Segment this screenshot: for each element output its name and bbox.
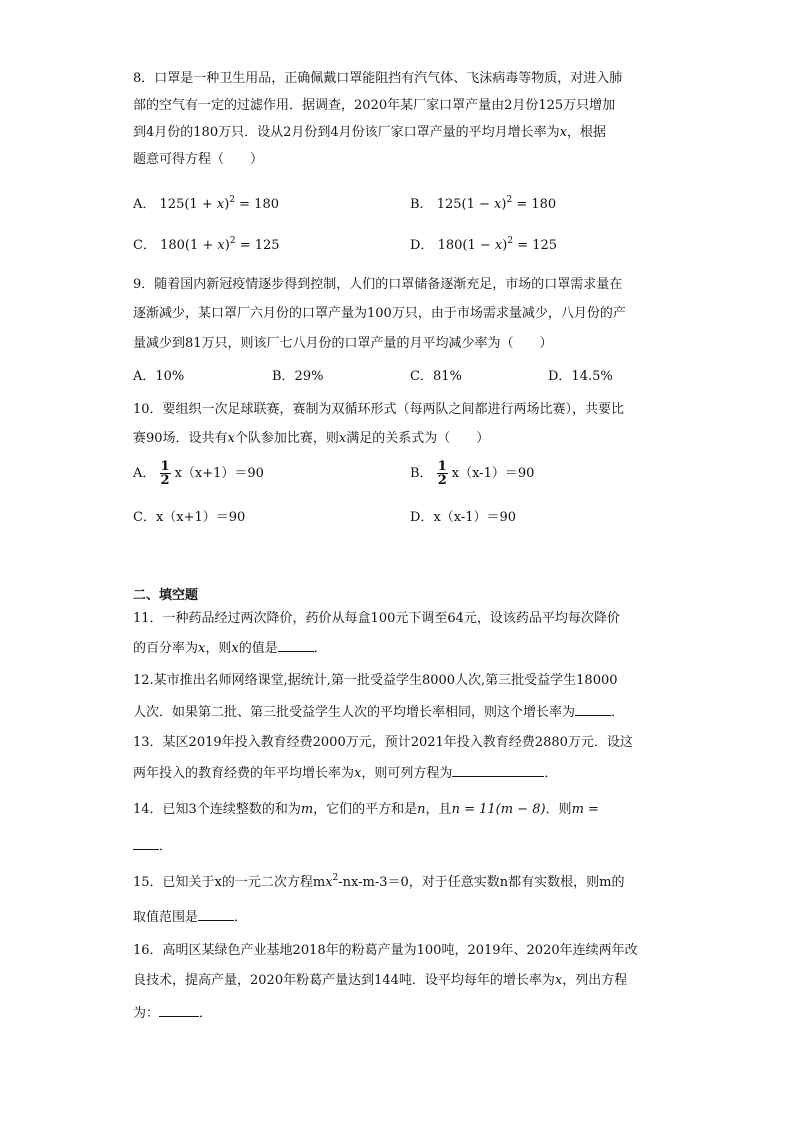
expr-pre: 125(1 − xyxy=(436,197,495,212)
q11-var-x-2: x xyxy=(231,641,239,656)
fraction-numerator: 1 xyxy=(437,459,447,474)
expr-var: x xyxy=(216,197,225,212)
expr-var: x xyxy=(494,197,502,212)
fraction-numerator: 1 xyxy=(160,459,170,474)
q16-line-3-end: ． xyxy=(199,1006,213,1021)
q11-line-2-post: 的值是 xyxy=(238,641,278,656)
expr-var: x xyxy=(494,238,503,253)
expr-var: x xyxy=(217,238,225,253)
expr-exponent: 2 xyxy=(229,195,236,205)
option-label: C． xyxy=(133,238,156,253)
q11-var-x: x xyxy=(198,641,206,656)
option-label: B． xyxy=(410,197,433,212)
q13-line-2-post: ，则可列方程为 xyxy=(361,766,453,781)
q14-mid-1: ，它们的平方和是 xyxy=(313,802,418,817)
expr-exponent: 2 xyxy=(507,236,514,246)
option-label: A． xyxy=(133,197,156,212)
q11-line-2-end: ． xyxy=(313,641,327,656)
q16-line-2 xyxy=(133,972,627,990)
q8-option-d[interactable] xyxy=(410,237,557,255)
fraction-denominator: 2 xyxy=(437,473,447,488)
q14-line-2-end: ． xyxy=(159,839,173,854)
q8-option-a[interactable] xyxy=(133,196,279,214)
q14-mid-3: ．则 xyxy=(545,802,572,817)
q16-line-3 xyxy=(133,1004,212,1023)
q8-line-3-tail: ，根据 xyxy=(566,125,606,140)
expr-post: ) xyxy=(224,197,230,212)
q10-var-x: x xyxy=(227,431,235,446)
expr-exponent: 2 xyxy=(506,195,513,205)
q14-pre: 14．已知3个连续整数的和为 xyxy=(133,802,301,817)
q13-answer-blank[interactable] xyxy=(452,764,544,777)
q11-answer-blank[interactable] xyxy=(278,639,314,652)
q10-line-2-mid: 个队参加比赛，则 xyxy=(234,431,339,446)
q14-answer-blank[interactable] xyxy=(133,837,159,850)
q15-answer-blank[interactable] xyxy=(198,908,234,921)
q15-var-x: x xyxy=(325,875,333,890)
q11-line-2-pre: 的百分率为 xyxy=(133,641,199,656)
option-label: B． xyxy=(410,466,433,481)
q9-option-d[interactable]: D．14.5% xyxy=(548,369,613,384)
expr-pre: 125(1 + xyxy=(159,197,217,212)
expr-rhs: = 125 xyxy=(235,238,280,253)
option-expression: x（x+1）＝90 xyxy=(155,510,246,525)
q10-var-x-2: x xyxy=(338,431,347,446)
q13-line-2-pre: 两年投入的教育经费的年平均增长率为 xyxy=(133,766,355,781)
q14-equation: n = 11(m − 8) xyxy=(451,802,546,817)
q11-line-2-mid: ，则 xyxy=(205,641,232,656)
expr-rhs: = 125 xyxy=(513,238,558,253)
q10-line-2 xyxy=(133,430,489,448)
option-expression: x（x+1）＝90 xyxy=(174,466,264,481)
q15-line-1-post: -nx-m-3＝0，对于任意实数n都有实数根，则m的 xyxy=(338,875,625,890)
q14-mid-2: ，且 xyxy=(425,802,452,817)
q16-var-x: x xyxy=(554,973,563,988)
q8-option-c[interactable] xyxy=(133,237,280,255)
q10-line-2-pre: 赛90场．设共有 xyxy=(133,431,228,446)
q9-line-2: 逐渐减少，某口罩厂六月份的口罩产量为100万只，由于市场需求量减少，八月份的产 xyxy=(133,306,626,321)
q14-var-n: n xyxy=(417,802,426,817)
q8-line-2: 部的空气有一定的过滤作用．据调查，2020年某厂家口罩产量由2月份125万只增加 xyxy=(133,98,616,113)
option-label: D． xyxy=(410,238,434,253)
q10-line-2-post: 满足的关系式为（ ） xyxy=(346,431,490,446)
q10-option-d[interactable] xyxy=(410,509,516,527)
q12-line-2 xyxy=(133,703,624,722)
q9-line-3: 量减少到81万只，则该厂七八月份的口罩产量的月平均减少率为（ ） xyxy=(133,336,553,351)
option-expression: x（x-1）＝90 xyxy=(433,510,517,525)
expr-post: ) xyxy=(224,238,230,253)
q15-line-1-pre: 15．已知关于x的一元二次方程m xyxy=(133,875,326,890)
q12-line-2-text: 人次．如果第二批、第三批受益学生人次的平均增长率相同，则这个增长率为 xyxy=(133,705,576,720)
expr-rhs: = 180 xyxy=(235,197,279,212)
fraction-one-half xyxy=(160,460,171,487)
q14-line-1 xyxy=(133,801,599,819)
expr-rhs: = 180 xyxy=(512,197,557,212)
q9-option-a[interactable]: A．10% xyxy=(133,369,185,384)
q12-answer-blank[interactable] xyxy=(575,703,611,716)
fraction-denominator: 2 xyxy=(160,473,170,488)
option-label: D． xyxy=(410,510,434,525)
q15-line-2-text: 取值范围是 xyxy=(133,910,199,925)
q10-option-b[interactable] xyxy=(410,460,534,487)
q15-line-2-end: ． xyxy=(234,910,248,925)
q14-var-m: m xyxy=(300,802,314,817)
q14-tail: m = xyxy=(571,802,599,817)
q12-line-1: 12.某市推出名师网络课堂,据统计,第一批受益学生8000人次,第三批受益学生18000 xyxy=(133,673,618,688)
expr-post: ) xyxy=(502,238,508,253)
q15-line-1 xyxy=(133,874,625,892)
section-heading-fill-in: 二、填空题 xyxy=(133,588,199,603)
q13-line-2 xyxy=(133,764,557,783)
q16-line-1: 16．高明区某绿色产业基地2018年的粉葛产量为100吨，2019年、2020年连续两年改 xyxy=(133,943,638,958)
q11-line-2 xyxy=(133,639,327,658)
q9-line-1: 9．随着国内新冠疫情逐步得到控制，人们的口罩储备逐渐充足，市场的口罩需求量在 xyxy=(133,277,623,292)
q10-option-a[interactable] xyxy=(133,460,264,487)
q8-line-1: 8．口罩是一种卫生用品，正确佩戴口罩能阻挡有汽气体、飞沫病毒等物质，对进入肺 xyxy=(133,71,623,86)
expr-pre: 180(1 − xyxy=(437,238,495,253)
q10-line-1: 10．要组织一次足球联赛，赛制为双循环形式（每两队之间都进行两场比赛），共要比 xyxy=(133,402,625,417)
fraction-one-half xyxy=(437,460,448,487)
q15-line-2 xyxy=(133,908,247,927)
expr-pre: 180(1 + xyxy=(160,238,218,253)
q13-line-1: 13．某区2019年投入教育经费2000万元，预计2021年投入教育经费2880万元．设这 xyxy=(133,735,633,750)
option-expression: x（x-1）＝90 xyxy=(451,466,535,481)
expr-post: ) xyxy=(501,197,507,212)
q16-line-2-text: 良技术，提高产量，2020年粉葛产量达到144吨．设平均每年的增长率为 xyxy=(133,973,555,988)
q16-line-3-text: 为： xyxy=(133,1006,160,1021)
q16-answer-blank[interactable] xyxy=(159,1004,199,1017)
q9-option-b[interactable]: B．29% xyxy=(272,369,324,384)
q12-line-2-end: ． xyxy=(611,705,625,720)
q14-line-2 xyxy=(133,837,172,856)
q10-option-c[interactable] xyxy=(133,509,245,527)
expr-exponent: 2 xyxy=(229,236,236,246)
q8-line-4: 题意可得方程（ ） xyxy=(133,152,264,167)
q8-option-b[interactable] xyxy=(410,196,556,214)
q13-line-2-end: ． xyxy=(544,766,558,781)
option-label: C． xyxy=(133,510,156,525)
q9-option-c[interactable]: C．81% xyxy=(410,369,462,384)
q13-var-x: x xyxy=(354,766,362,781)
q15-exponent: 2 xyxy=(332,873,339,883)
option-label: A． xyxy=(133,466,156,481)
q8-line-3-text: 到4月份的180万只．设从2月份到4月份该厂家口罩产量的平均月增长率为 xyxy=(133,125,560,140)
q16-line-2-post: ，列出方程 xyxy=(562,973,628,988)
q8-var-x: x xyxy=(559,125,567,140)
q8-line-3 xyxy=(133,124,606,142)
q11-line-1: 11．一种药品经过两次降价，药价从每盒100元下调至64元，设该药品平均每次降价 xyxy=(133,611,620,626)
